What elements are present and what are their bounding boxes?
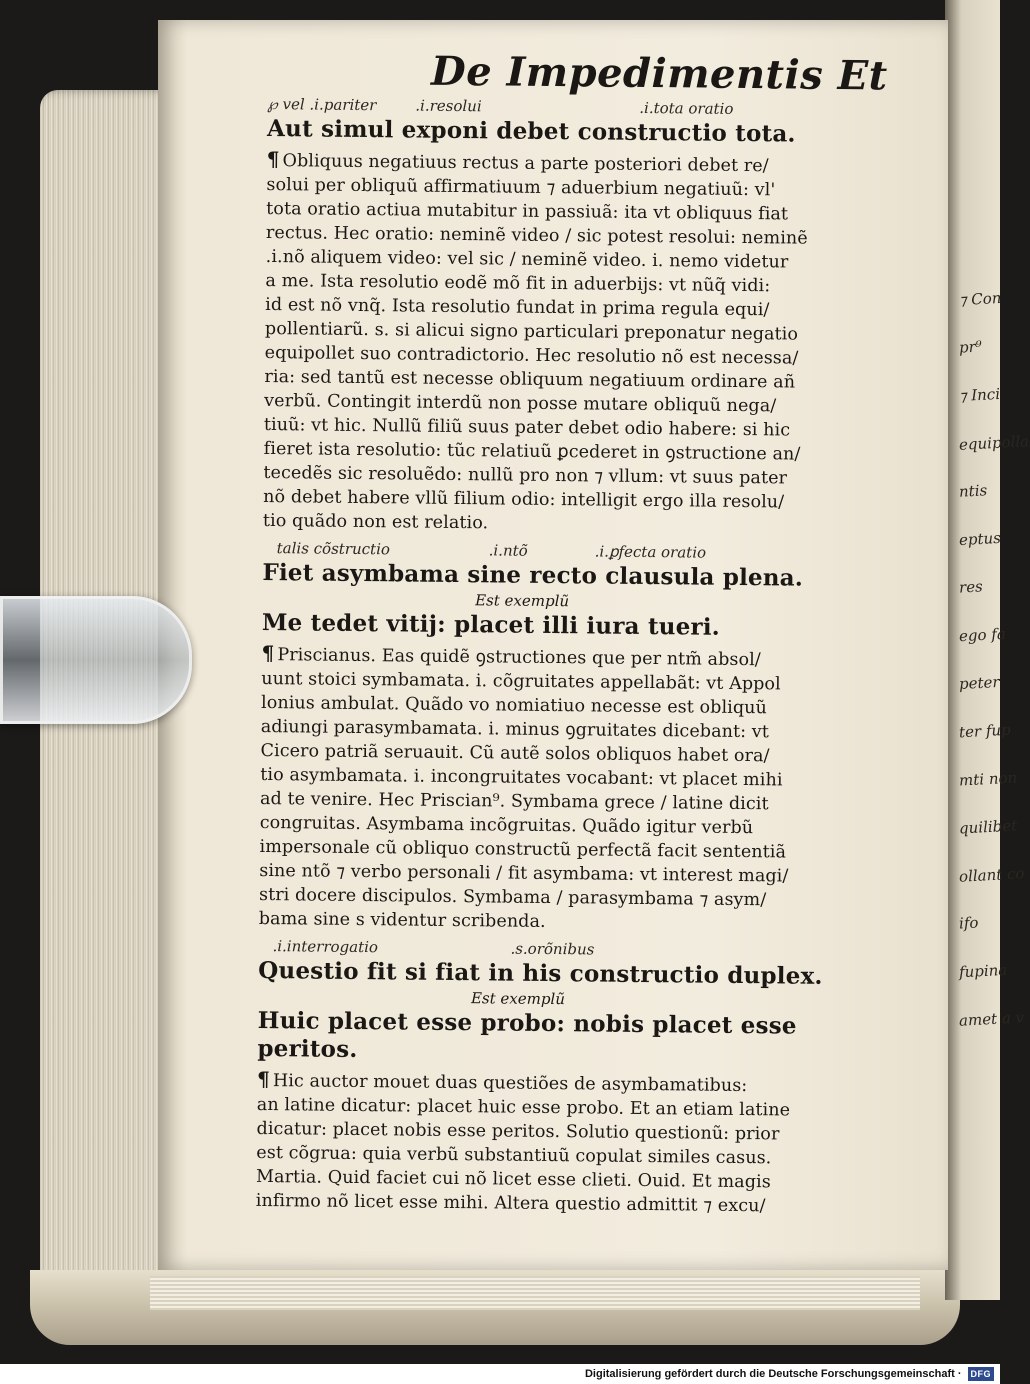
pilcrow-icon: ¶ xyxy=(261,640,275,666)
facing-page-fragment: equipolla xyxy=(958,432,1030,454)
dfg-logo-icon: DFG xyxy=(968,1367,995,1381)
commentary-line: uunt stoici symbamata. i. cõgruitates appellabãt: vt Appol xyxy=(261,668,781,695)
pilcrow-icon: ¶ xyxy=(256,1066,271,1092)
commentary-line: impersonale cũ obliquo constructũ perfectã facit sententiã xyxy=(259,836,787,863)
facing-page-fragment: eptus xyxy=(958,528,1002,550)
facing-page-fragment: ⁊ Con xyxy=(958,288,1002,310)
facing-page-fragment: ollant co xyxy=(958,864,1025,886)
gloss-word: .i.ntõ xyxy=(488,541,528,560)
facing-page-fragment: ntis xyxy=(958,481,988,501)
facing-page-fragment: quilibet xyxy=(958,816,1018,838)
facing-page-fragment: amet a v xyxy=(958,1008,1025,1030)
facing-page-fragment: peter xyxy=(958,672,1001,694)
verse-line: Questio fit si fiat in his constructio duplex. xyxy=(258,956,823,990)
commentary-text: Obliquus negatiuus rectus a parte posteriori debet re/ xyxy=(282,151,769,177)
facing-page-fragment: res xyxy=(958,577,984,597)
commentary-paragraph xyxy=(256,1067,897,1220)
gloss-word: ℘ vel .i.pariter xyxy=(267,94,377,115)
facing-page-fragment: ifo xyxy=(958,913,979,933)
running-title: De Impedimentis Et xyxy=(430,47,888,100)
commentary-line: id est nõ vnq̃. Ista resolutio fundat in prima regula equi/ xyxy=(265,294,770,321)
commentary-line: tio quãdo non est relatio. xyxy=(262,510,489,534)
commentary-line: ad te venire. Hec Priscian⁹. Symbama grece / latine dicit xyxy=(259,788,769,815)
commentary-line: infirmo nõ licet esse mihi. Altera questio admittit ⁊ excu/ xyxy=(255,1190,766,1217)
commentary-line: lonius ambulat. Quãdo vo nomiatiuo necesse est obliquũ xyxy=(260,692,768,719)
commentary-line: tecedẽs sic resoluẽdo: nullũ pro non ⁊ vllum: vt suus pater xyxy=(263,462,788,489)
exemplum-note: Est exemplũ xyxy=(475,591,570,611)
commentary-line: sine ntõ ⁊ verbo personali / fit asymbama: vt interest magi/ xyxy=(259,860,789,887)
pilcrow-icon: ¶ xyxy=(266,146,280,172)
digitization-footer xyxy=(0,1364,1000,1384)
commentary-line: Martia. Quid faciet cui nõ licet esse clieti. Ouid. Et magis xyxy=(255,1166,771,1193)
exemplum-note: Est exemplũ xyxy=(470,989,566,1009)
commentary-line: pollentiarũ. s. si alicui signo particulari preponatur negatio xyxy=(264,318,799,345)
commentary-line: adiungi parasymbamata. i. minus ꝯgruitates dicebant: vt xyxy=(260,716,770,743)
commentary-line: a me. Ista resolutio eodẽ mõ fit in aduerbijs: vt nũq̃ vidi: xyxy=(265,270,771,297)
page-text xyxy=(256,40,908,1226)
gloss-word: .i.ꝑfecta oratio xyxy=(594,542,707,562)
facing-page-fragment: ter fup xyxy=(958,720,1012,742)
commentary-text: Hic auctor mouet duas questiões de asymbamatibus: xyxy=(272,1071,748,1097)
verse-line: Aut simul exponi debet constructio tota. xyxy=(266,114,796,148)
commentary-line: bama sine s videntur scribenda. xyxy=(258,908,546,932)
commentary-line: est cõgrua: quia verbũ substantiuũ copulat similes casus. xyxy=(256,1142,772,1169)
facing-page-fragment: mti non xyxy=(958,768,1018,790)
book-bottom-edge xyxy=(30,1270,960,1345)
commentary-line: solui per obliquũ affirmatiuum ⁊ aduerbium negatiuũ: vl' xyxy=(266,174,776,201)
gloss-word: .s.orõnibus xyxy=(510,939,595,959)
text-sections xyxy=(256,95,908,1220)
commentary-line: tota oratio actiua mutabitur in passiuã: ita vt obliquus fiat xyxy=(266,198,789,225)
commentary-line: stri docere discipulos. Symbama / parasymbama ⁊ asym/ xyxy=(258,884,767,911)
commentary-line: Cicero patriã seruauit. Cũ autẽ solos obliquos habet ora/ xyxy=(260,740,770,767)
gloss-word: .i.interrogatio xyxy=(272,937,379,957)
commentary-line: dicatur: placet nobis esse peritos. Solutio questionũ: prior xyxy=(256,1118,780,1145)
facing-page-fragment: fupina xyxy=(958,960,1008,982)
commentary-text: Priscianus. Eas quidẽ ꝯstructiones que per ntm̃ absol/ xyxy=(277,645,761,671)
commentary-line: .i.nõ aliquem video: vel sic / neminẽ video. i. nemo videtur xyxy=(265,246,789,273)
commentary-line: congruitas. Asymbama incõgruitas. Quãdo igitur verbũ xyxy=(259,812,754,839)
gloss-word: .i.resolui xyxy=(415,96,482,116)
glass-weight-clip xyxy=(0,596,192,724)
verse-line: Me tedet vitij: placet illi iura tueri. xyxy=(261,608,721,641)
verse-line: Huic placet esse probo: nobis placet esse peritos. xyxy=(257,1006,797,1063)
commentary-line: ria: sed tantũ est necesse obliquum negatiuum ordinare añ xyxy=(264,366,796,393)
facing-page-fragment: ⁊ Inci xyxy=(958,384,1001,406)
commentary-line: nõ debet habere vllũ filium odio: intelligit ergo illa resolu/ xyxy=(263,486,785,513)
funding-note: Digitalisierung gefördert durch die Deutsche Forschungsgemeinschaft · xyxy=(584,1368,962,1380)
commentary-line: tio asymbamata. i. incongruitates vocabant: vt placet mihi xyxy=(260,764,783,791)
commentary-paragraph xyxy=(263,147,907,540)
commentary-line: verbũ. Contingit interdũ non posse mutare obliquũ nega/ xyxy=(264,390,777,417)
facing-page-fragment: ego fa xyxy=(958,624,1007,646)
commentary-line: equipollet suo contradictorio. Hec resolutio nõ est necessa/ xyxy=(264,342,799,369)
commentary-paragraph xyxy=(259,641,902,938)
facing-page-edge xyxy=(945,0,1030,1300)
commentary-line: fieret ista resolutio: tũc relatiuũ ꝑcederet in ꝯstructione an/ xyxy=(263,438,801,465)
commentary-line: rectus. Hec oratio: neminẽ video / sic potest resolui: neminẽ xyxy=(265,222,808,249)
commentary-line: an latine dicatur: placet huic esse probo. Et an etiam latine xyxy=(256,1094,791,1121)
verse-line: Fiet asymbama sine recto clausula plena. xyxy=(262,558,804,592)
commentary-line: tiuũ: vt hic. Nullũ filiũ suus pater debet odio habere: si hic xyxy=(263,414,791,441)
facing-page-fragment: pr⁹ xyxy=(958,337,983,357)
gloss-word: .i.tota oratio xyxy=(639,98,734,118)
gloss-word: talis cõstructio xyxy=(276,539,391,559)
